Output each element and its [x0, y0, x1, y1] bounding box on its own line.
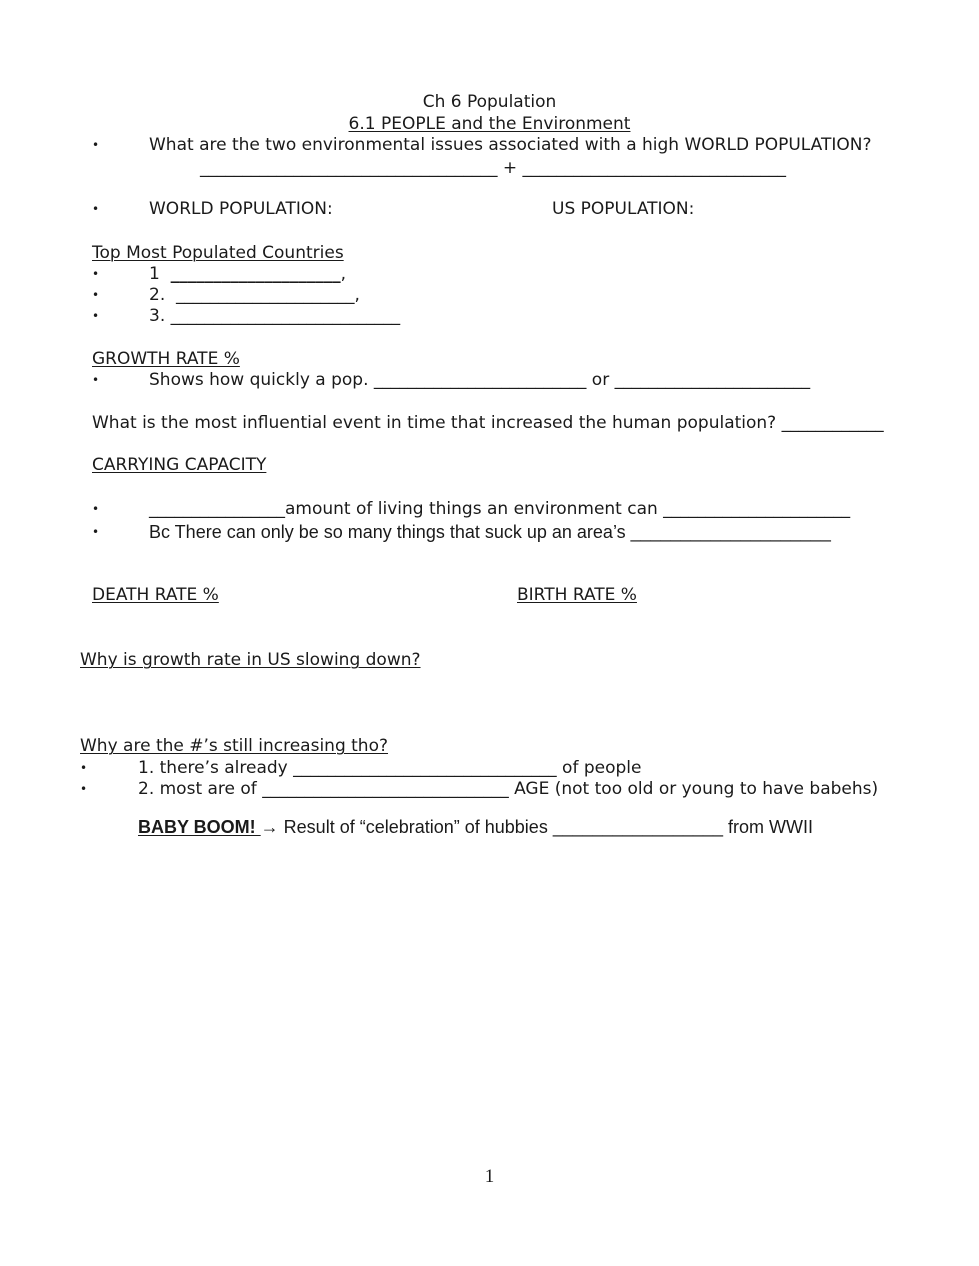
- increasing-reason-1: 1. there’s already _______________________________ of people: [138, 758, 642, 778]
- bullet-icon: •: [92, 288, 100, 302]
- baby-boom-label: BABY BOOM!: [138, 817, 261, 837]
- birth-rate-heading: BIRTH RATE %: [517, 585, 637, 605]
- baby-boom-line: [138, 816, 813, 838]
- page-title: Ch 6 Population: [422, 92, 557, 112]
- country-number: 1: [149, 264, 160, 284]
- bullet-icon: •: [92, 267, 100, 281]
- carrying-capacity-bullet-2: Bc There can only be so many things that suck up an area’s ____________________: [149, 522, 831, 542]
- country-blank: ___________________________: [170, 306, 401, 326]
- carrying-capacity-heading: CARRYING CAPACITY: [92, 455, 267, 475]
- increasing-reason-2: 2. most are of _____________________________ AGE (not too old or young to have babehs): [138, 779, 879, 799]
- country-number: 2.: [149, 285, 166, 305]
- country-tail: ,: [354, 285, 360, 305]
- country-item: [149, 263, 346, 285]
- world-population-label: WORLD POPULATION:: [149, 199, 333, 219]
- bullet-icon: •: [92, 373, 100, 387]
- country-item: [149, 284, 360, 306]
- arrow-icon: →: [260, 817, 279, 837]
- env-question: What are the two environmental issues associated with a high WORLD POPULATION?: [149, 135, 872, 155]
- bullet-icon: •: [92, 309, 100, 323]
- country-item: [149, 305, 400, 327]
- bullet-icon: •: [80, 761, 88, 775]
- bullet-icon: •: [92, 202, 100, 216]
- page-number: 1: [484, 1166, 495, 1187]
- growth-rate-heading: GROWTH RATE %: [92, 349, 240, 369]
- country-number: 3.: [149, 306, 166, 326]
- env-answer-blanks: ___________________________________ + _______________________________: [200, 158, 787, 178]
- section-subtitle: 6.1 PEOPLE and the Environment: [348, 114, 631, 134]
- baby-boom-text: Result of “celebration” of hubbies _________________ from WWII: [278, 817, 813, 837]
- carrying-capacity-bullet-1: ________________amount of living things an environment can ______________________: [149, 499, 851, 519]
- influential-event-question: What is the most influential event in time that increased the human population? ____________: [92, 413, 884, 433]
- why-slowing-heading: Why is growth rate in US slowing down?: [80, 650, 421, 670]
- growth-rate-bullet: Shows how quickly a pop. _________________________ or _______________________: [149, 370, 811, 390]
- death-rate-heading: DEATH RATE %: [92, 585, 219, 605]
- bullet-icon: •: [92, 138, 100, 152]
- country-blank: ____________________: [170, 264, 341, 284]
- country-blank: _____________________: [176, 285, 355, 305]
- why-increasing-heading: Why are the #’s still increasing tho?: [80, 736, 389, 756]
- us-population-label: US POPULATION:: [552, 199, 695, 219]
- bullet-icon: •: [92, 502, 100, 516]
- bullet-icon: •: [92, 525, 100, 539]
- country-tail: ,: [340, 264, 347, 284]
- top-countries-heading: Top Most Populated Countries: [92, 243, 344, 263]
- bullet-icon: •: [80, 782, 88, 796]
